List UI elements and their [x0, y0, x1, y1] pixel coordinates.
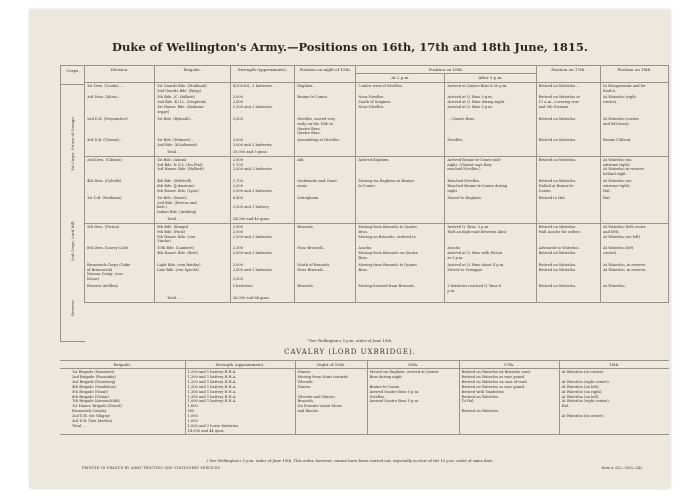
corps-label-1: 1st Corps, Prince of Orange.: [70, 116, 75, 171]
cell-after5pm: Arrived Braine-le-Comte mid- night. (Chassé says they reached Nivelles.): [445, 156, 536, 178]
cell-pos17: Retired on Waterloo.: [536, 116, 601, 137]
cell-at2pm: [356, 149, 445, 156]
cell-pos17: Retired on Waterloo. Retired on Waterloo.: [536, 262, 601, 283]
cell-division: [85, 216, 155, 223]
table-row: [85, 216, 669, 223]
cell-after5pm: ... Quatre Bras.: [445, 116, 536, 137]
cell-after5pm: Assche. Arrived at Q. Bras with Picton at 3 p.m.: [445, 245, 536, 262]
table-row: [85, 245, 669, 262]
cell-pos18: Hal.: [601, 195, 669, 216]
cell-at2pm: Assche. Moving from Brussels on Quatre Bras.: [356, 245, 445, 262]
cell-night15: Enghien.: [295, 82, 356, 94]
cell-strength: 26,000 and 64 guns.: [230, 295, 295, 302]
cell-brigade: Light Bde. (von Buttlar) Line Bde. (von Specht): [155, 262, 231, 283]
cell-at2pm: [356, 137, 445, 149]
cell-pos18: At Waterloo (right centre).: [601, 94, 669, 115]
cell-at2pm: Moving forward from Brussels.: [356, 283, 445, 295]
cell-pos17: Retired on Waterloo.: [536, 137, 601, 149]
cell-pos17: Advanced to Waterloo. Retired on Waterloo.: [536, 245, 601, 262]
cell-strength: 2,500 2,000 and 2 batteries.: [230, 245, 295, 262]
cav-17th: Retired on Waterloo by Brussels road. Retired on Waterloo as rear guard. Retired on Waterloo on east of road. Retired on Waterloo as rear guard. Retired with Vandeleur. Retired on Waterloo. To Hal. Retired on Waterloo.: [459, 369, 559, 435]
cell-night15: [295, 216, 356, 223]
header-pos18: Position on 18th.: [601, 66, 669, 83]
cell-pos18: [601, 216, 669, 223]
cell-at2pm: Near Nivelles. South of Soignies. Near Nivelles.: [356, 94, 445, 115]
cav-header-strength: Strength (approximate).: [185, 361, 295, 369]
cell-night15: Braine-le-Comte.: [295, 94, 356, 115]
cav-night15: Ninove. Moving from Mons towards Vilvorde. Ninove. Vilvorde and Ninove. Brussels. On Frontier about Mons and Binche.: [295, 369, 367, 435]
cell-at2pm: Moving from Brussels to Quatre Bras.: [356, 262, 445, 283]
cell-at2pm: [356, 195, 445, 216]
cell-strength: 3,000 3,000 and 2 batteries.: [230, 137, 295, 149]
cav-strength: 1,200 and 1 battery R.H.A. 1,300 and 1 battery R.H.A. 1,200 and 1 battery R.H.A. 1,200 and 1 battery R.H.A. 1,300 and 1 battery R.H.A. 1,300 and 1 battery R.H.A. 1,000 and 1 battery R.H.A. 1,600 900 1,000 1,000 1,000 and 2 horse batteries. 14,000 and 44 guns.: [185, 369, 295, 435]
cell-night15: [295, 295, 356, 302]
cell-strength: 1,700 2,000 3,000 and 2 batteries.: [230, 178, 295, 195]
cell-after5pm: Arrived at Quatre Bras 6.30 p.m.: [445, 82, 536, 94]
cell-strength: 24,000 and 40 guns.: [230, 216, 295, 223]
cell-after5pm: [445, 295, 536, 302]
corps-label-3: Reserve.: [70, 299, 75, 316]
cell-night15: Oudenarde and Gram- mont.: [295, 178, 356, 195]
cav-header-16th: 16th.: [367, 361, 459, 369]
table-row: [85, 116, 669, 137]
table-row: [85, 137, 669, 149]
cell-after5pm: 2 batteries reached Q. Bras 8 p.m.: [445, 283, 536, 295]
table-row: [85, 82, 669, 94]
cell-night15: Brussels.: [295, 283, 356, 295]
cell-strength: 5 batteries.: [230, 283, 295, 295]
cav-header-18th: 18th.: [559, 361, 669, 369]
cell-after5pm: Arrived Q. Bras. 3 p.m. Halt on high road between Alost: [445, 223, 536, 245]
cell-at2pm: Moving via Enghein on Braine- le-Comte.: [356, 178, 445, 195]
cell-brigade: Total ...: [155, 216, 231, 223]
cell-strength: 2,500 2,000 2,500 and 2 batteries.: [230, 223, 295, 245]
cell-pos17: [536, 149, 601, 156]
cell-brigade: 1st Bde. (Hauw) 2nd Bde. (Eerens and batt.) Indian Bde. (Anthing): [155, 195, 231, 216]
cell-pos17: Retired on Waterloo.: [536, 283, 601, 295]
table-row: [85, 156, 669, 178]
header-night15: Position on night of 15th.: [295, 66, 356, 83]
cell-division: 3rd D.B. (Chassé)...: [85, 137, 155, 149]
cell-division: 2nd Divn. (Clinton): [85, 156, 155, 178]
positions-table: [84, 65, 669, 303]
cell-strength: 3,000: [230, 116, 295, 137]
cell-strength: 6,400 3,500 and 1 battery.: [230, 195, 295, 216]
cell-at2pm: Arrived Enghien.: [356, 156, 445, 178]
cell-brigade: 1st Bde. (Adam) 3rd Bde. K.G.L. (Du Plat) 3rd Hanov. Bde. (Halkett): [155, 156, 231, 178]
cell-division: 2nd D.B. (Perponcher): [85, 116, 155, 137]
cell-after5pm: [445, 149, 536, 156]
cell-pos17: Retired on Waterloo. Halt Assche for orders.: [536, 223, 601, 245]
cell-pos17: [536, 295, 601, 302]
cell-pos17: Retired to Hal.: [536, 195, 601, 216]
header-pos17: Position on 17th.: [536, 66, 601, 83]
cell-brigade: [155, 283, 231, 295]
cell-night15: Nivelles, moved very early on the 16th to Quatre Bras. Quatre Bras.: [295, 116, 356, 137]
cav-header-night15: Night of 15th.: [295, 361, 367, 369]
cell-strength: 4,000 bd., 2 batteries.: [230, 82, 295, 94]
cell-night15: Ath.: [295, 156, 356, 178]
cell-pos17: Retired on Waterloo. Halted at Braine-le- Comte.: [536, 178, 601, 195]
cav-16th: Moved via Enghein; arrived at Quatre Bras during night. Braine-le-Comte. Arrived Quatre Bras 5 p.m. Nivelles. Arrived Quatre Bras 5 p.m.: [367, 369, 459, 435]
cell-division: 1st D.B. (Stedman): [85, 195, 155, 216]
cell-pos17: Retired on Waterloo ...: [536, 82, 601, 94]
cell-night15: Sottegheim.: [295, 195, 356, 216]
cell-strength: 2,000 2,000 and 2 batteries. 3,000: [230, 262, 295, 283]
cav-brigades: 1st Brigade (Somerset) 2nd Brigade (Ponsonby) 3rd Brigade (Dornberg) 4th Brigade (Vandeleur) 5th Brigade (Grant) 6th Brigade (Vivian) 7th Brigade (Arentschildt) 1st Hanov. Brigade (Estorf) Brunswick Cavalry 2nd D.B. (de Ghigny) 3rd D.B. (Van Merlen) Total ...: [72, 370, 122, 428]
form-number: Form A. 632—5503—543: [601, 466, 642, 470]
cell-at2pm: 3 miles west of Nivelles.: [356, 82, 445, 94]
header-after5pm: After 5 p.m.: [445, 74, 536, 82]
cell-pos18: At Waterloo (on extreme right). Hal.: [601, 178, 669, 195]
header-division: Division.: [85, 66, 155, 83]
cell-division: 1st Divn. (Cooke)...: [85, 82, 155, 94]
table-row: [85, 149, 669, 156]
table-row: [85, 262, 669, 283]
cell-after5pm: [445, 216, 536, 223]
cav-header-brigade: Brigade.: [60, 361, 185, 369]
cell-pos18: At Waterloo, in reserve. At Waterloo, in reserve.: [601, 262, 669, 283]
table-row: [85, 295, 669, 302]
corps-label-2: 2nd Corps, Lord Hill.: [70, 220, 75, 261]
cell-division: [85, 149, 155, 156]
cell-pos18: At Waterloo (centre and left front).: [601, 116, 669, 137]
page-title: Duke of Wellington's Army.—Positions on 16th, 17th and 18th June, 1815.: [112, 40, 588, 54]
footnote-2: † See Wellington's 5 p.m. order of June 15th. This order, however, cannot have been carried out, especially in view of the 10 p.m. order of same date.: [206, 458, 494, 463]
cell-at2pm: Moving from Brussels to Quatre Bras. Moving on Brussels, ordered to: [356, 223, 445, 245]
cell-after5pm: Arrived at Q. Bras 5 p.m. Arrived at Q. Bras during night. Arrived at Q. Bras 5 p.m.: [445, 94, 536, 115]
cell-at2pm: [356, 116, 445, 137]
cell-brigade: Total ...: [155, 149, 231, 156]
cell-brigade: 5th Bde. (C. Halkett) 2nd Bde. K.G.L. (Ompteda) 1st Hanov. Bde. (Kielman- segge): [155, 94, 231, 115]
cell-pos18: At Waterloo.: [601, 283, 669, 295]
cell-night15: Near Brussels.: [295, 245, 356, 262]
cell-pos18: At Waterloo (on extreme right). At Waterloo in reserve behind right.: [601, 156, 669, 178]
header-at2pm: At 2 p.m.: [356, 74, 445, 82]
corps-header: Corps.: [61, 66, 85, 85]
cell-night15: Assembling at Nivelles.: [295, 137, 356, 149]
document-sheet: [30, 10, 670, 488]
cell-brigade: 1st Bde. (Bylandt)...: [155, 116, 231, 137]
cell-brigade: 4th Bde. (Mitchell) 6th Bde. (Johnstone) 6th Hanov. Bde. (Lyon): [155, 178, 231, 195]
cell-night15: Brussels.: [295, 223, 356, 245]
cell-division: [85, 295, 155, 302]
table-row: [85, 223, 669, 245]
table-row: [85, 94, 669, 115]
cell-pos18: At Waterloo (left centre).: [601, 245, 669, 262]
cell-pos18: Braine l'Alleud.: [601, 137, 669, 149]
cell-pos18: [601, 149, 669, 156]
cell-at2pm: [356, 295, 445, 302]
cell-brigade: 1st Bde. (Ditmers)... 2nd Bde. (d'Aubremé): [155, 137, 231, 149]
footnote-1: *See Wellington's 5 p.m. order of June 15th.: [307, 338, 393, 343]
header-strength: Strength (approximate).: [230, 66, 295, 83]
cell-strength: 2,000 2,000 1,500 and 2 batteries.: [230, 94, 295, 115]
cell-division: 6th Divn. (Lowry Cole): [85, 245, 155, 262]
table-row: [85, 283, 669, 295]
cell-brigade: 10th Bde. (Lambert) 4th Hanov. Bde. (Best): [155, 245, 231, 262]
cell-division: 4th Divn. (Colville): [85, 178, 155, 195]
cell-division: 3rd Divn. (Alten)...: [85, 94, 155, 115]
cavalry-title: CAVALRY (LORD UXBRIDGE).: [284, 348, 416, 356]
cell-night15: [295, 149, 356, 156]
cell-pos18: At Waterloo (left centre and left). At Waterloo (on left).: [601, 223, 669, 245]
table-row: [85, 178, 669, 195]
cell-division: Brunswick Corps (Duke of Brunswick) Nassau Contg. (von Kruse): [85, 262, 155, 283]
cell-at2pm: [356, 216, 445, 223]
corps-column: [60, 65, 85, 342]
cell-pos17: Retired on Waterloo.: [536, 156, 601, 178]
cell-after5pm: Reached Nivelles. Reached Braine-le-Comte during night.: [445, 178, 536, 195]
cav-18th: At Waterloo (in centre). At Waterloo (right centre). At Waterloo (on left). At Waterloo (on right). At Waterloo (on left). At Waterloo (right centre). Hal. At Waterloo (in centre).: [559, 369, 669, 435]
header-brigade: Brigade.: [155, 66, 231, 83]
cell-brigade: 8th Bde. (Kempt) 9th Bde. (Pack) 5th Hanov. Bde. (von Vincke): [155, 223, 231, 245]
cell-division: 5th Divn. (Picton): [85, 223, 155, 245]
cell-brigade: Total ...: [155, 295, 231, 302]
printer-imprint: PRINTED IN FRANCE BY ARMY PRINTING AND STATIONERY SERVICES.: [82, 466, 222, 470]
header-pos16: Position on 16th.: [356, 66, 536, 74]
cell-strength: 20,000 and 5 guns.: [230, 149, 295, 156]
cell-pos18: [601, 295, 669, 302]
cav-header-17th: 17th.: [459, 361, 559, 369]
cavalry-table: [60, 360, 669, 435]
cell-pos17: Retired on Waterloo at 11 a.m., covering rear and 5th Division.: [536, 94, 601, 115]
cell-division: Reserve Artillery: [85, 283, 155, 295]
cell-after5pm: Nivelles.: [445, 137, 536, 149]
cell-strength: 2,000 1,700 2,000 and 2 batteries.: [230, 156, 295, 178]
cell-pos17: [536, 216, 601, 223]
cell-brigade: 1st Guards Bde. (Maitland) 2nd Guards Bde. (Byng): [155, 82, 231, 94]
cell-pos18: In Hougoumont and be- hind it.: [601, 82, 669, 94]
cell-after5pm: Moved to Enghein.: [445, 195, 536, 216]
cell-night15: North of Brussels. Near Brussels.: [295, 262, 356, 283]
cell-after5pm: Arrived at Q. Bras about 4 p.m. Moved to Genappe.: [445, 262, 536, 283]
table-row: [85, 195, 669, 216]
